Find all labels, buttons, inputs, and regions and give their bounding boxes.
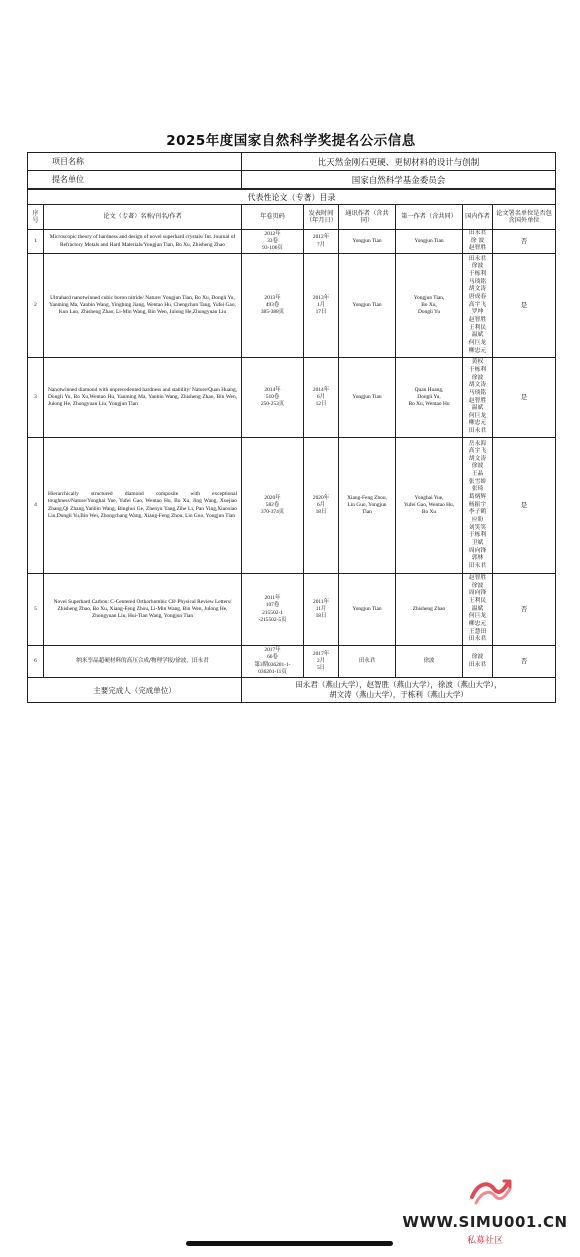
watermark-subtitle: 私募社区	[466, 1236, 503, 1246]
header-corresponding: 通讯作者（含共同）	[339, 205, 396, 230]
paper-row	[28, 574, 556, 646]
cell-date: 2012年 7月	[304, 230, 339, 254]
papers-table	[27, 189, 556, 703]
paper-row	[28, 230, 556, 254]
cell-corresponding: 田永君	[339, 646, 396, 678]
cell-foreign-unit: 否	[493, 230, 556, 254]
project-name-value: 比天然金刚石更硬、更韧材料的设计与创制	[242, 153, 556, 171]
cell-no: 4	[28, 438, 44, 574]
cell-corresponding: Yongjun Tian	[339, 358, 396, 438]
header-first-author: 第一作者（含共同）	[396, 205, 463, 230]
cell-no: 3	[28, 358, 44, 438]
simu-logo-icon	[468, 1175, 514, 1211]
cell-date: 2011年 11月 18日	[304, 574, 339, 646]
paper-row	[28, 438, 556, 574]
cell-no: 5	[28, 574, 44, 646]
cell-no: 6	[28, 646, 44, 678]
cell-date: 2013年 1月 17日	[304, 254, 339, 358]
home-indicator[interactable]	[186, 1241, 393, 1246]
cell-volume: 2014年 510卷 250-253页	[242, 358, 304, 438]
completers-label: 主要完成人（完成单位）	[28, 678, 242, 703]
cell-date: 2020年 6月 18日	[304, 438, 339, 574]
cell-foreign-unit: 是	[493, 358, 556, 438]
cell-paper: Nanotwinned diamond with unprecedented hardness and stability/ Nature/Quan Huang, Dongli Yu, Bo Xu,Wentao Hu, Yanming Ma, Yanbin Wang, Zhisheng Zhao, Bin Wen, Julong He, Zhongyuan Liu, Yongjun Tian	[44, 358, 242, 438]
cell-date: 2017年 2月 5日	[304, 646, 339, 678]
cell-first-author: Yongjun Tian	[396, 230, 463, 254]
cell-first-author: Zhisheng Zhao	[396, 574, 463, 646]
header-foreign: 论文署名单位是否包含国外单位	[493, 205, 556, 230]
cell-date: 2014年 6月 12日	[304, 358, 339, 438]
completers-value: 田永君（燕山大学），赵智胜（燕山大学），徐波（燕山大学）， 胡文涛（燕山大学），于栋利（燕山大学）	[242, 678, 556, 703]
cell-volume: 2017年 66卷 第3期036201-1- 036201-11页	[242, 646, 304, 678]
cell-first-author: Yongjun Tian, Bo Xu, Dongli Yu	[396, 254, 463, 358]
watermark	[400, 1175, 570, 1255]
cell-corresponding: Yongjun Tian	[339, 574, 396, 646]
header-volume: 年卷页码	[242, 205, 304, 230]
cell-no: 2	[28, 254, 44, 358]
cell-domestic-authors: 黄权 于栋利 徐波 胡文涛 马琰铭 赵智胜 温斌 何巨龙 柳忠元 田永君	[463, 358, 493, 438]
nominator-value: 国家自然科学基金委员会	[242, 171, 556, 189]
cell-foreign-unit: 否	[493, 646, 556, 678]
cell-foreign-unit: 否	[493, 574, 556, 646]
header-domestic: 国内作者	[463, 205, 493, 230]
cell-domestic-authors: 田永君 徐波 于栋利 马琰铭 胡文涛 唐成春 高宇飞 罗坤 赵智胜 王利民 温斌 何巨龙 柳忠元	[463, 254, 493, 358]
section-title: 代表性论文（专著）目录	[28, 190, 556, 205]
cell-domestic-authors: 田永君 徐 波 赵智胜	[463, 230, 493, 254]
cell-foreign-unit: 是	[493, 254, 556, 358]
cell-paper: Novel Superhard Carbon: C-Centered Orthorhombic C8/ Physical Review Letters/ Zhisheng Zhao, Bo Xu, Xiang-Feng Zhou, Li-Min Wang, Bin Wen, Julong He, Zhongyuan Liu, Hui-Tian Wang, Yongjun Tian	[44, 574, 242, 646]
cell-volume: 2012年 33卷 93-106页	[242, 230, 304, 254]
watermark-url: WWW.SIMU001.CN	[402, 1213, 568, 1231]
nominator-label: 提名单位	[28, 171, 242, 189]
paper-row	[28, 254, 556, 358]
cell-first-author: Quan Huang, Dongli Yu, Bo Xu, Wentao Hu	[396, 358, 463, 438]
header-no: 序号	[28, 205, 44, 230]
nomination-document	[27, 130, 555, 703]
document-title: 2025年度国家自然科学奖提名公示信息	[166, 133, 416, 149]
header-paper: 论文（专著）名称/刊名/作者	[44, 205, 242, 230]
cell-corresponding: Yongjun Tian	[339, 254, 396, 358]
paper-rows	[28, 230, 556, 678]
cell-volume: 2020年 582卷 370-374页	[242, 438, 304, 574]
cell-paper: 纳米孪晶超硬材料的高压合成/物理学报/徐波，田永君	[44, 646, 242, 678]
project-info-table	[27, 152, 556, 189]
cell-volume: 2011年 107卷 215502-1 -215502-5页	[242, 574, 304, 646]
cell-first-author: 徐波	[396, 646, 463, 678]
paper-row	[28, 646, 556, 678]
cell-paper: Hierarchically structured diamond composite with exceptional toughness/Nature/Yonghai Yue, Yufei Gao, Wentao Hu, Bo Xu, Jing Wang, Xuejiao Zhang,Qi Zhang,Yanbin Wang, Binghui Ge, Zhenyu Yang,Zihe Li, Pan Ying,Xiaoxiao Liu,Dongli Yu,Bin Wei, Zhongchang Wang, Xiang-Feng Zhou, Lin Guo, Yongjun Tian	[44, 438, 242, 574]
cell-volume: 2013年 493卷 385-388页	[242, 254, 304, 358]
cell-no: 1	[28, 230, 44, 254]
cell-foreign-unit: 是	[493, 438, 556, 574]
cell-domestic-authors: 岳永海 高宇飞 胡文涛 徐波 王晶 张雪娇 张琦 葛炳辉 杨振宇 李子鹤 应盼 刘笑笑 于栋利 卫斌 周向锋 郭林 田永君	[463, 438, 493, 574]
cell-paper: Microscopic theory of hardness and design of novel superhard crystals/ Int. Journal of Refractory Metals and Hard Materials/Yongjun Tian, Bo Xu, Zhisheng Zhao	[44, 230, 242, 254]
cell-first-author: Yonghai Yue, Yufei Gao, Wentao Hu, Bo Xu	[396, 438, 463, 574]
paper-row	[28, 358, 556, 438]
cell-domestic-authors: 徐波 田永君	[463, 646, 493, 678]
cell-corresponding: Yongjun Tian	[339, 230, 396, 254]
cell-paper: Ultrahard nanotwinned cubic boron nitride/ Nature/ Yongjun Tian, Bo Xu, Dongli Yu, Yanming Ma, Yanbin Wang, Yingbing Jiang, Wentao Hu, Chengchun Tang, Yufei Gao, Kun Luo, Zhisheng Zhao, Li-Min Wang, Bin Wen, Julong He,Zhongyuan Liu	[44, 254, 242, 358]
header-date: 发表时间（年月日）	[304, 205, 339, 230]
cell-domestic-authors: 赵智胜 徐波 周向锋 王利民 温斌 何巨龙 柳忠元 王慧田 田永君	[463, 574, 493, 646]
cell-corresponding: Xiang-Feng Zhou, Lin Guo, Yongjun Tian	[339, 438, 396, 574]
project-name-label: 项目名称	[28, 153, 242, 171]
